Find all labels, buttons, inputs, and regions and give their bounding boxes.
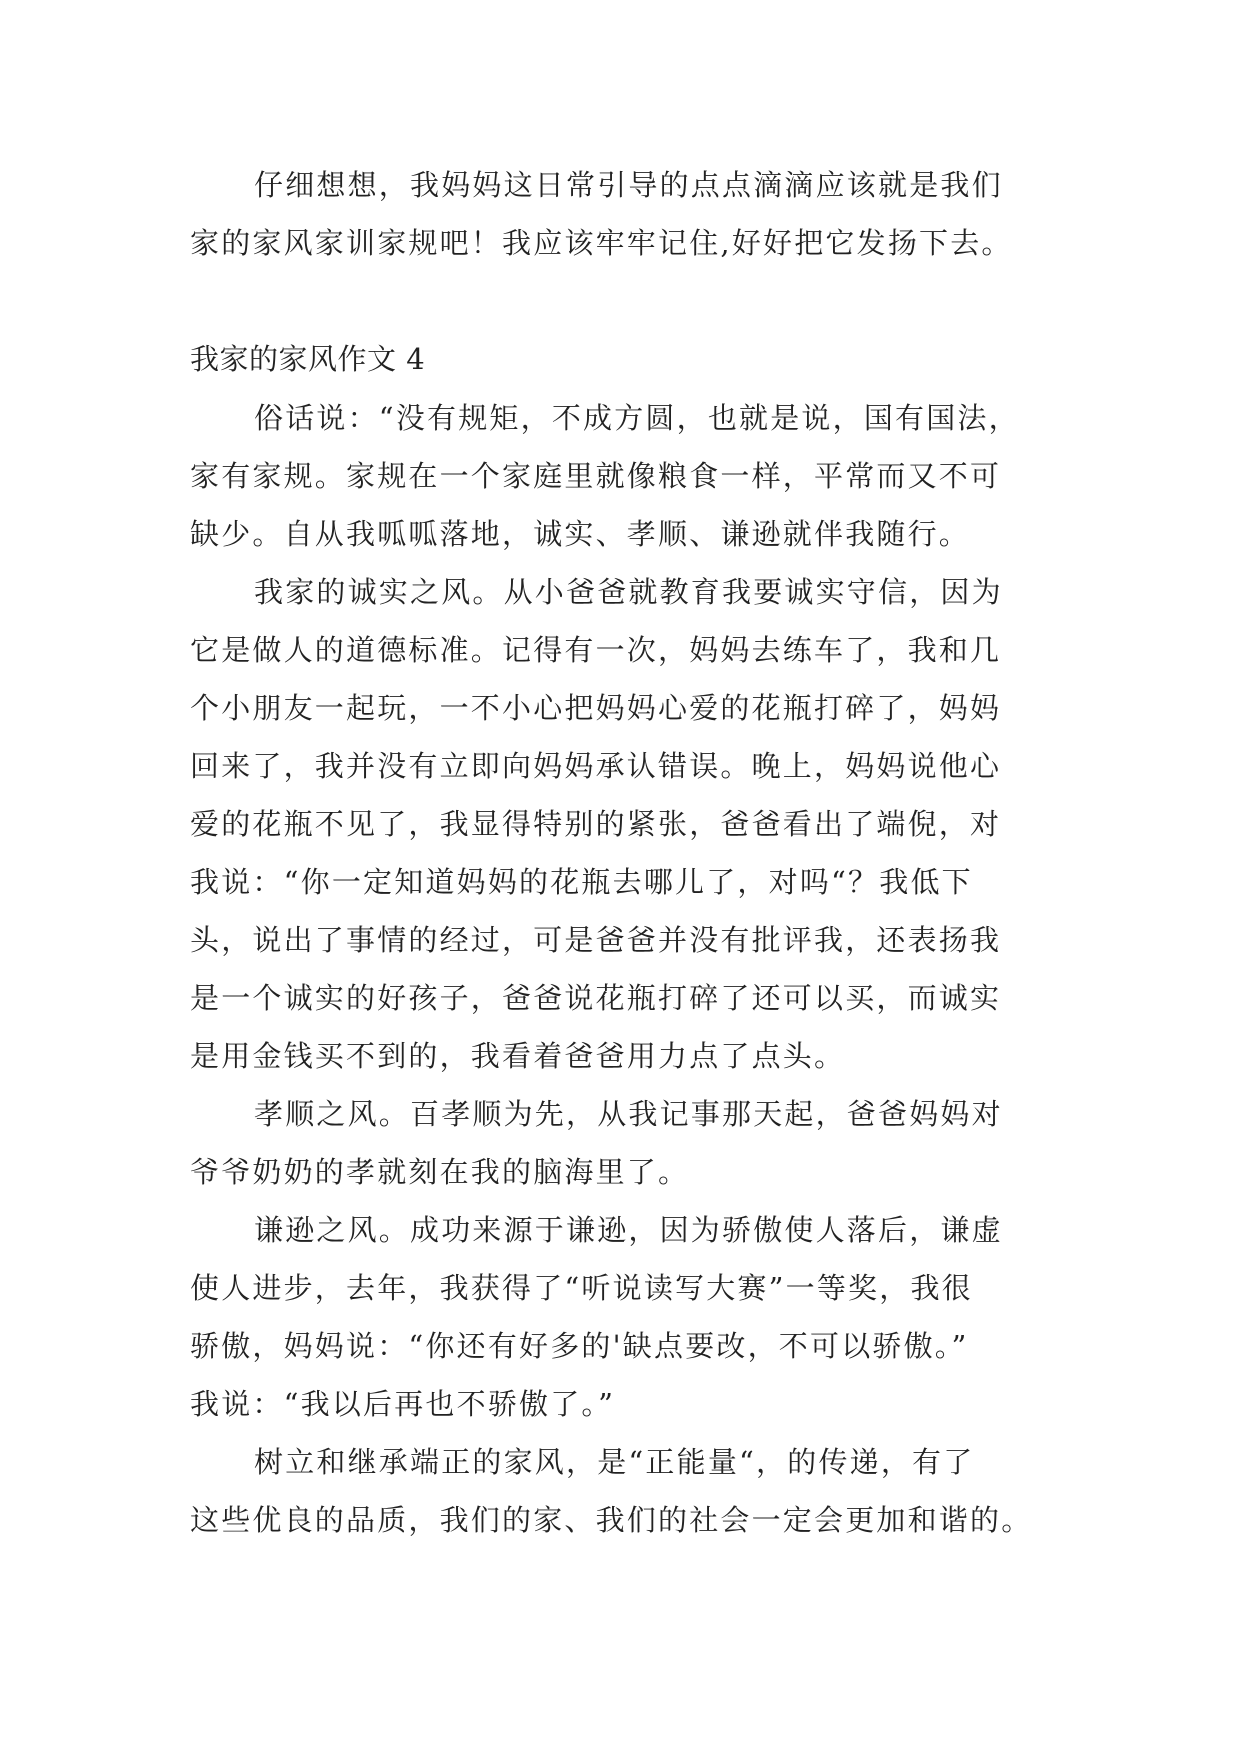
paragraph-line: 我说：“我以后再也不骄傲了。”	[190, 1387, 616, 1421]
paragraph-line: 我家的诚实之风。从小爸爸就教育我要诚实守信，因为	[254, 575, 1003, 609]
paragraph-line: 是用金钱买不到的，我看着爸爸用力点了点头。	[190, 1039, 846, 1073]
paragraph-line: 骄傲，妈妈说：“你还有好多的'缺点要改，不可以骄傲。”	[190, 1329, 969, 1363]
section-heading: 我家的家风作文 4	[190, 342, 426, 376]
paragraph-line: 家有家规。家规在一个家庭里就像粮食一样，平常而又不可	[190, 459, 1002, 493]
paragraph-line: 俗话说：“没有规矩，不成方圆，也就是说，国有国法，	[254, 401, 1020, 435]
paragraph-line: 孝顺之风。百孝顺为先，从我记事那天起，爸爸妈妈对	[254, 1097, 1003, 1131]
paragraph-line: 回来了，我并没有立即向妈妈承认错误。晚上，妈妈说他心	[190, 749, 1002, 783]
paragraph-line: 使人进步，去年，我获得了“听说读写大赛”一等奖，我很	[190, 1271, 973, 1305]
paragraph-line: 头，说出了事情的经过，可是爸爸并没有批评我，还表扬我	[190, 923, 1002, 957]
paragraph-line: 个小朋友一起玩，一不小心把妈妈心爱的花瓶打碎了，妈妈	[190, 691, 1002, 725]
paragraph-line: 它是做人的道德标准。记得有一次，妈妈去练车了，我和几	[190, 633, 1002, 667]
paragraph-line: 爷爷奶奶的孝就刻在我的脑海里了。	[190, 1155, 690, 1189]
paragraph-line: 树立和继承端正的家风，是“正能量“，的传递，有了	[254, 1445, 975, 1479]
paragraph-line: 这些优良的品质，我们的家、我们的社会一定会更加和谐的。	[190, 1503, 1033, 1537]
paragraph-line: 缺少。自从我呱呱落地，诚实、孝顺、谦逊就伴我随行。	[190, 517, 971, 551]
intro-line: 仔细想想，我妈妈这日常引导的点点滴滴应该就是我们	[254, 168, 1003, 202]
paragraph-line: 爱的花瓶不见了，我显得特别的紧张，爸爸看出了端倪，对	[190, 807, 1002, 841]
paragraph-line: 谦逊之风。成功来源于谦逊，因为骄傲使人落后，谦虚	[254, 1213, 1003, 1247]
paragraph-line: 我说：“你一定知道妈妈的花瓶去哪儿了，对吗“？我低下	[190, 865, 973, 899]
paragraph-line: 是一个诚实的好孩子，爸爸说花瓶打碎了还可以买，而诚实	[190, 981, 1002, 1015]
intro-line: 家的家风家训家规吧！我应该牢牢记住,好好把它发扬下去。	[190, 226, 1013, 260]
